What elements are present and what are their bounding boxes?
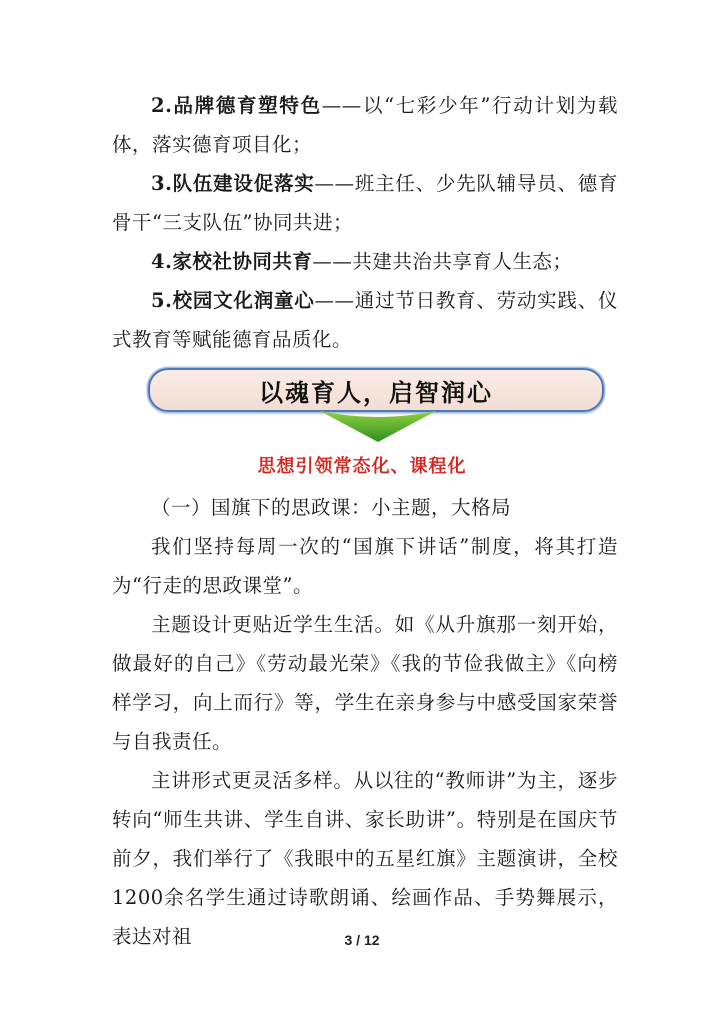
- list-item-brand: [112, 86, 618, 164]
- list-item-home-school: [112, 242, 618, 281]
- paragraph: 主讲形式更灵活多样。从以往的“教师讲”为主，逐步转向“师生共讲、学生自讲、家长助讲”。特别是在国庆节前夕，我们举行了《我眼中的五星红旗》主题演讲，全校 1200余名学生通过诗歌朗诵、绘画作品、手势舞展示，表达对祖: [112, 769, 618, 948]
- list-item-campus-culture: [112, 281, 618, 359]
- paragraph: 我们坚持每周一次的“国旗下讲话”制度，将其打造为“行走的思政课堂”。: [112, 535, 618, 597]
- page-number: 3 / 12: [344, 932, 380, 948]
- list-item-text: ——班主任、少先队辅导员、德育骨干“三支队伍”协同共进；: [112, 172, 618, 234]
- list-item-team: [112, 164, 618, 242]
- list-item-text: ——共建共治共享育人生态；: [312, 250, 573, 273]
- list-item-label: 4.家校社协同共育: [151, 250, 313, 273]
- list-item-label: 2.品牌德育塑特色: [151, 94, 322, 117]
- paragraph: 主题设计更贴近学生生活。如《从升旗那一刻开始，做最好的自己》《劳动最光荣》《我的节俭我做主》《向榜样学习，向上而行》等，学生在亲身参与中感受国家荣誉与自我责任。: [112, 613, 618, 753]
- down-arrow-icon: [318, 409, 438, 443]
- list-item-text: ——以“七彩少年”行动计划为载体，落实德育项目化；: [112, 94, 618, 156]
- list-item-label: 5.校园文化润童心: [151, 289, 315, 312]
- banner-title: 以魂育人，启智润心: [259, 377, 493, 407]
- section-heading: （一）国旗下的思政课：小主题，大格局: [151, 496, 512, 519]
- list-item-label: 3.队伍建设促落实: [151, 172, 315, 195]
- section-subtitle: 思想引领常态化、课程化: [257, 456, 467, 477]
- list-item-text: ——通过节日教育、劳动实践、仪式教育等赋能德育品质化。: [112, 289, 618, 351]
- section-banner: [148, 368, 604, 412]
